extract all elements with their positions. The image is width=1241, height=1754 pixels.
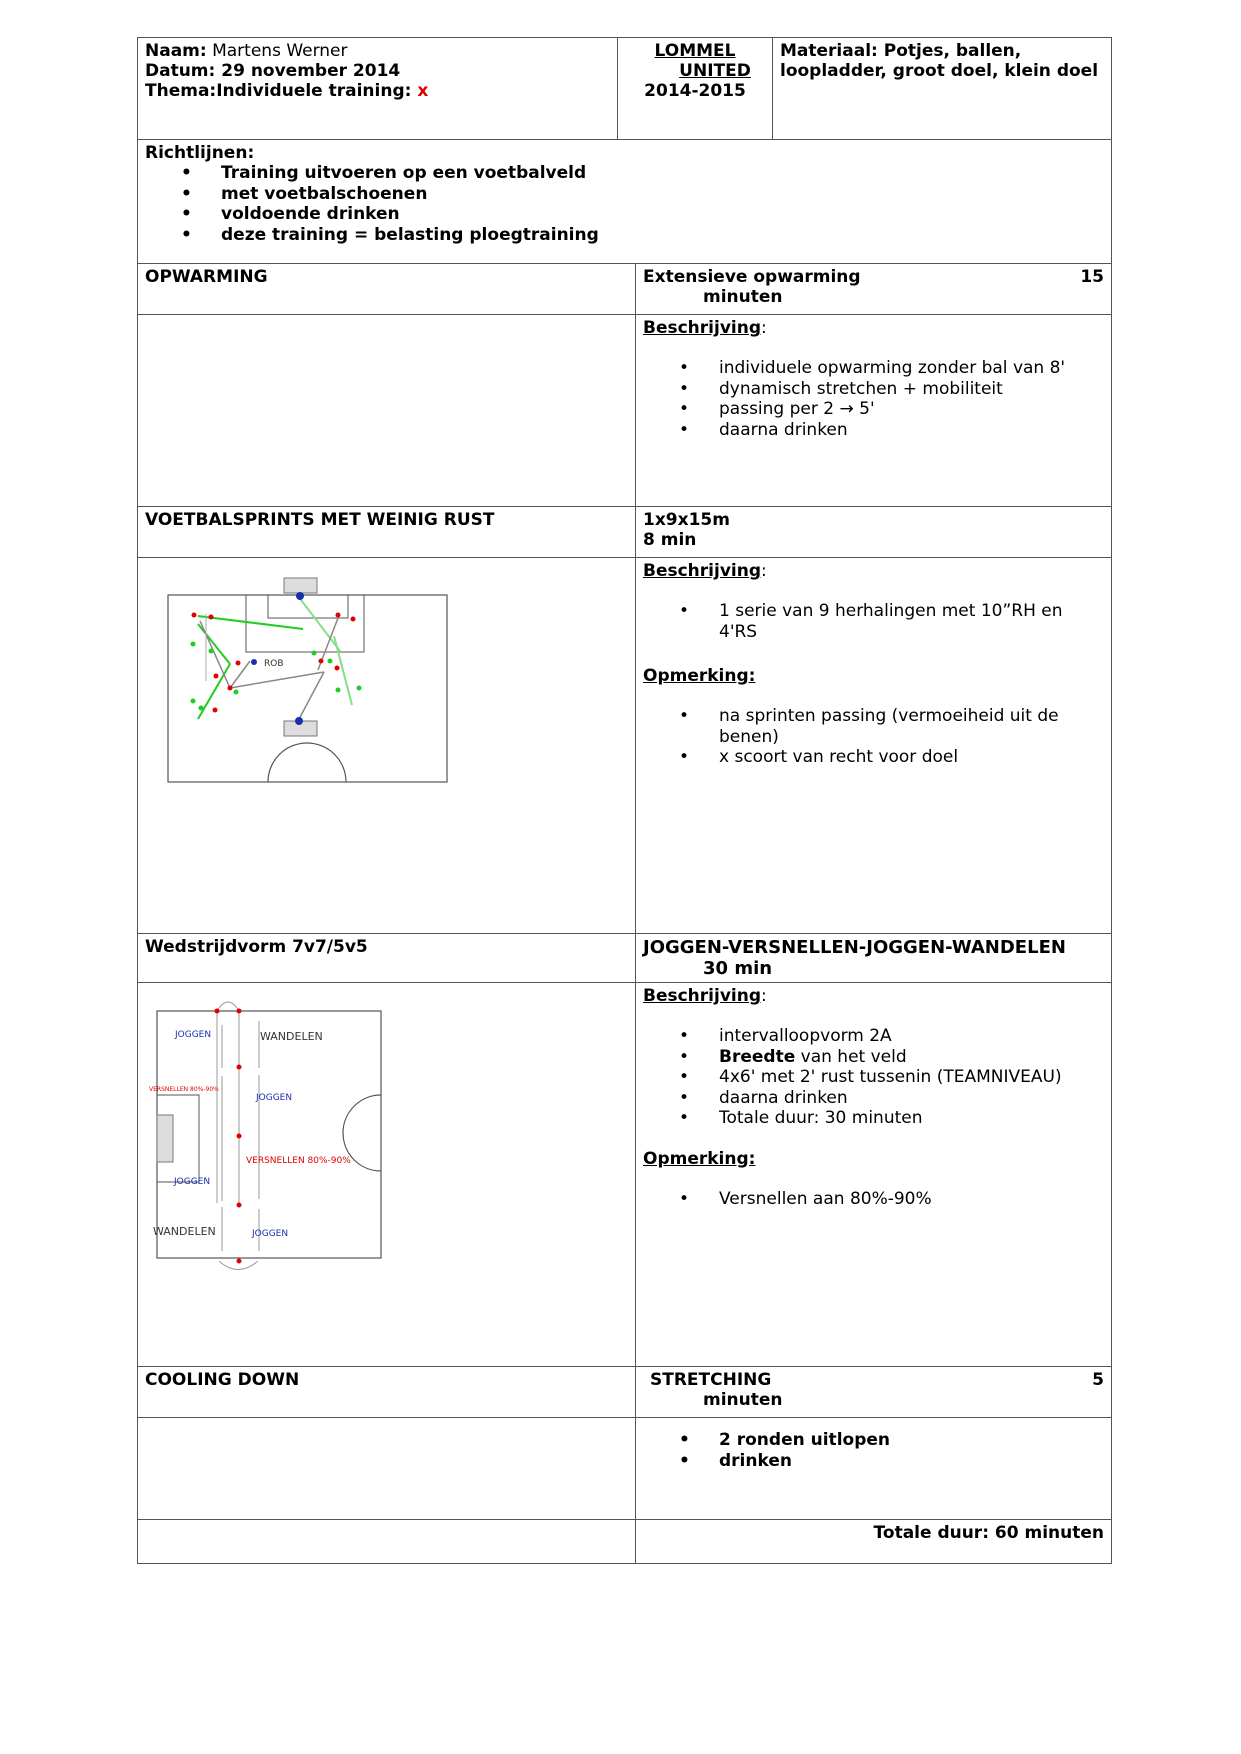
list-item: • Training uitvoeren op een voetbalveld (221, 163, 1104, 184)
label-wandelen: WANDELEN (260, 1030, 323, 1043)
club-name-1: LOMMEL (654, 41, 736, 61)
cooling-type: STRETCHING (650, 1370, 772, 1390)
field-outline (168, 595, 447, 782)
sprints-list (643, 601, 1104, 642)
run-line (230, 672, 324, 688)
list-item: • daarna drinken (719, 1088, 1104, 1109)
naam-value: Martens Werner (206, 41, 348, 61)
total-duration: Totale duur: 60 minuten (636, 1520, 1112, 1564)
pass-arrow (334, 636, 352, 705)
rob-label: ROB (264, 659, 284, 669)
section-title-opwarming: OPWARMING (138, 264, 636, 315)
cooling-minutes: 5 (1092, 1370, 1104, 1390)
list-item: • Breedte van het veld (719, 1047, 1104, 1068)
total-empty-cell (138, 1520, 636, 1564)
section-title-sprints: VOETBALSPRINTS MET WEINIG RUST (138, 507, 636, 558)
cooling-unit: minuten (703, 1390, 783, 1410)
label-joggen: JOGGEN (174, 1177, 211, 1187)
interval-diagram-cell (138, 983, 636, 1367)
training-table (137, 37, 1112, 1564)
goal-top (284, 578, 317, 593)
list-item: • Totale duur: 30 minuten (719, 1108, 1104, 1129)
pass-arrow (298, 596, 340, 651)
naam-label: Naam: (145, 41, 207, 61)
sprints-duration: 8 min (643, 530, 697, 550)
interval-description: Beschrijving: • intervalloopvorm 2A • Breedte van het veld • 4x6' met 2' rust tussenin (TEAMNIVEAU) • daarna drinken • Totale duur: 30 minuten Opmerking: • Versnellen aan 80%-90% (636, 983, 1112, 1367)
beschrijving-label: Beschrijving (643, 986, 762, 1006)
label-joggen: JOGGEN (175, 1030, 212, 1040)
opwarming-description: Beschrijving: • individuele opwarming zonder bal van 8' • dynamisch stretchen + mobiliteit • passing per 2 → 5' • daarna drinken (636, 315, 1112, 507)
interval-duration: 30 min (703, 958, 773, 979)
section-right-opwarming (636, 264, 1112, 315)
list-item: • individuele opwarming zonder bal van 8' (719, 358, 1104, 379)
label-joggen: JOGGEN (252, 1229, 289, 1239)
list-item: • 2 ronden uitlopen (719, 1430, 1104, 1451)
field-outline (157, 1011, 381, 1258)
richtlijnen-title: Richtlijnen: (145, 143, 255, 163)
sprints-diagram-cell (138, 558, 636, 934)
run-line (230, 661, 250, 688)
opmerking-label: Opmerking: (643, 666, 756, 686)
label-joggen: JOGGEN (256, 1093, 293, 1103)
club-name-2: UNITED (679, 61, 751, 81)
sprints-opmerking-list (643, 706, 1104, 768)
cooling-description (636, 1418, 1112, 1520)
keeper-top (296, 592, 304, 600)
list-item: • drinken (719, 1451, 1104, 1472)
goal (157, 1115, 173, 1162)
diagram-labels (149, 1030, 351, 1239)
section-right-cooling (636, 1367, 1112, 1418)
interval-list (643, 1026, 1104, 1129)
training-sheet (137, 37, 1111, 1564)
section-right-wedstrijdvorm (636, 934, 1112, 983)
header-info-cell (138, 38, 618, 140)
opwarming-type: Extensieve opwarming (643, 267, 861, 287)
list-item: • 4x6' met 2' rust tussenin (TEAMNIVEAU) (719, 1067, 1104, 1088)
label-versnellen: VERSNELLEN 80%-90% (246, 1156, 351, 1166)
player-rob (251, 659, 257, 665)
list-item: • daarna drinken (719, 420, 1104, 441)
list-item: • met voetbalschoenen (221, 184, 1104, 205)
list-item: • deze training = belasting ploegtraining (221, 225, 1104, 246)
center-arc (268, 743, 346, 782)
red-cones (215, 1009, 242, 1264)
beschrijving-label: Beschrijving (643, 318, 762, 338)
cooling-empty-cell (138, 1418, 636, 1520)
sprints-description: Beschrijving: • 1 serie van 9 herhalingen met 10”RH en 4'RS Opmerking: • na sprinten passing (vermoeiheid uit de benen) • x scoort van recht voor doel (636, 558, 1112, 934)
materiaal: Materiaal: Potjes, ballen, loopladder, groot doel, klein doel (773, 38, 1112, 140)
opwarming-unit: minuten (703, 287, 783, 307)
richtlijnen-cell (138, 140, 1112, 264)
club-cell (618, 38, 773, 140)
club-season: 2014-2015 (644, 81, 746, 101)
list-item: • intervalloopvorm 2A (719, 1026, 1104, 1047)
keeper-bottom (295, 717, 303, 725)
list-item: • passing per 2 → 5' (719, 399, 1104, 420)
opwarming-diagram-cell (138, 315, 636, 507)
section-right-sprints (636, 507, 1112, 558)
label-versnellen: VERSNELLEN 80%-90% (149, 1086, 219, 1093)
richtlijnen-list (145, 163, 1104, 245)
cooling-list (643, 1430, 1104, 1471)
sprints-reps: 1x9x15m (643, 510, 730, 530)
list-item: • voldoende drinken (221, 204, 1104, 225)
section-title-wedstrijdvorm: Wedstrijdvorm 7v7/5v5 (138, 934, 636, 983)
datum: Datum: 29 november 2014 (145, 61, 401, 81)
opwarming-list (643, 358, 1104, 440)
list-item: • na sprinten passing (vermoeiheid uit de benen) (719, 706, 1104, 747)
list-item: • dynamisch stretchen + mobiliteit (719, 379, 1104, 400)
interval-type: JOGGEN-VERSNELLEN-JOGGEN-WANDELEN (643, 937, 1066, 958)
pass-arrow (198, 624, 230, 664)
run-line (298, 672, 324, 721)
interval-opmerking-list (643, 1189, 1104, 1210)
label-wandelen: WANDELEN (153, 1225, 216, 1238)
sprints-field-diagram (138, 558, 633, 928)
opmerking-label: Opmerking: (643, 1148, 756, 1169)
list-item: • x scoort van recht voor doel (719, 747, 1104, 768)
thema-value: x (417, 81, 429, 101)
list-item: • 1 serie van 9 herhalingen met 10”RH en 4'RS (719, 601, 1104, 642)
interval-field-diagram (138, 983, 633, 1361)
thema-label: Thema:Individuele training: (145, 81, 418, 101)
beschrijving-label: Beschrijving (643, 561, 762, 581)
section-title-cooling: COOLING DOWN (138, 1367, 636, 1418)
opwarming-minutes: 15 (1080, 267, 1104, 287)
list-item: • Versnellen aan 80%-90% (719, 1189, 1104, 1210)
